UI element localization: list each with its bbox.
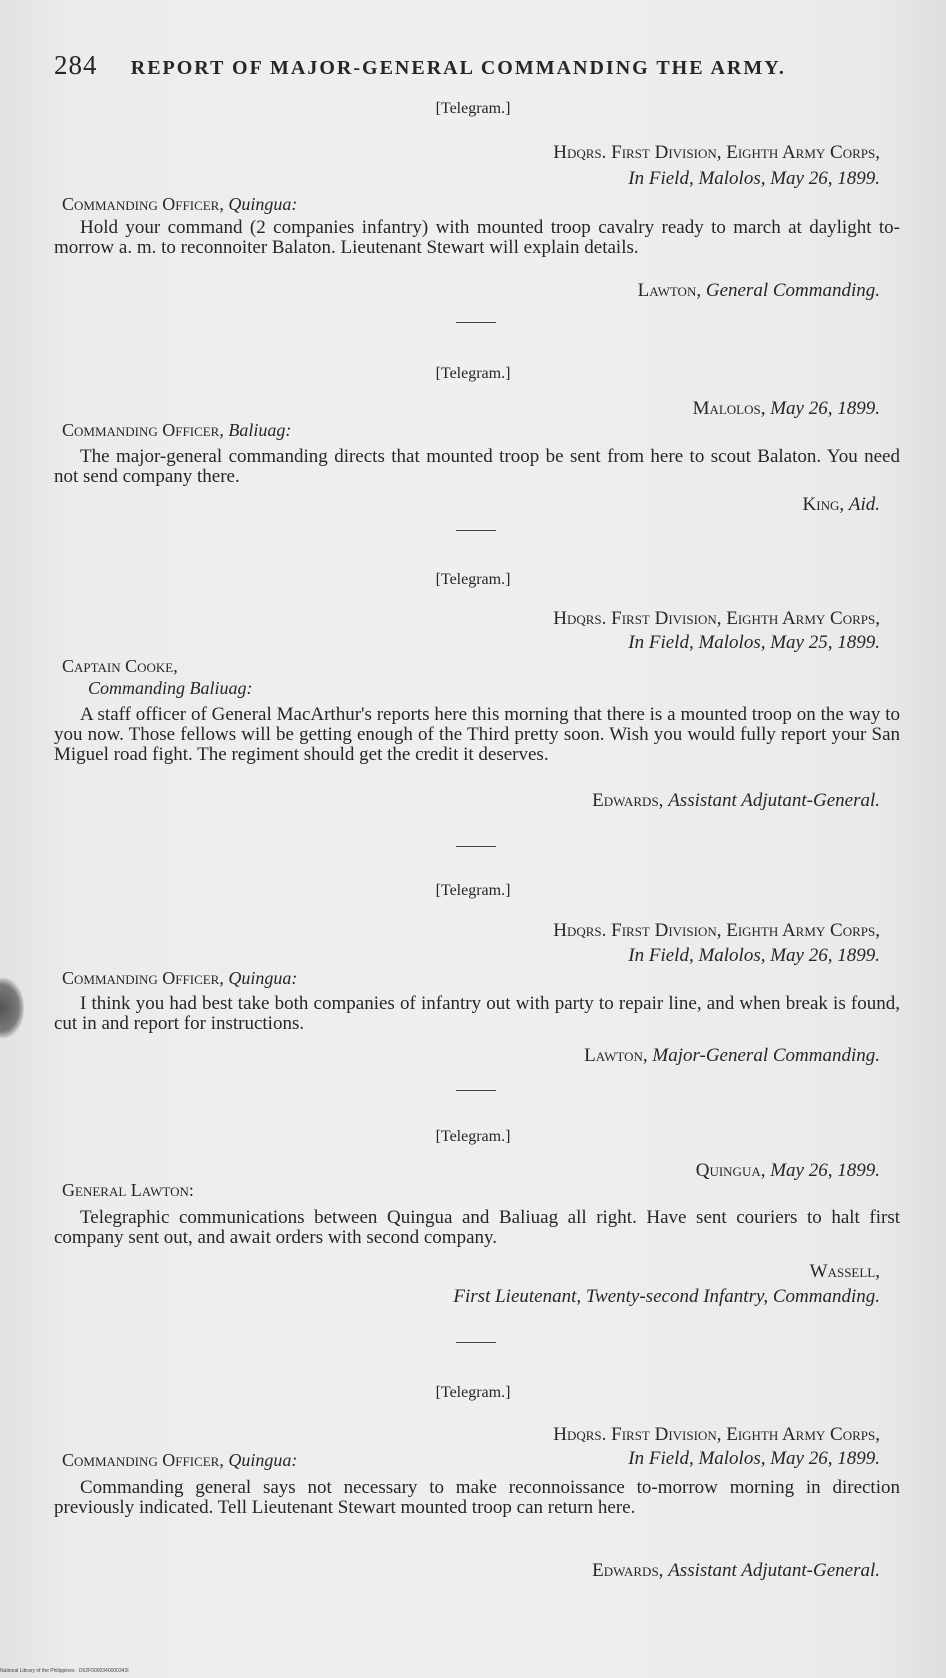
telegram-body: The major-general commanding directs that mounted troop be sent from here to scout Balaton. You need not send company there. <box>54 446 900 487</box>
signature-name: Lawton, <box>584 1045 653 1066</box>
telegram-from-line: Hdqrs. First Division, Eighth Army Corps, <box>553 920 880 941</box>
signature-title: Major-General Commanding. <box>652 1045 880 1066</box>
telegram-label: [Telegram.] <box>435 1384 511 1401</box>
signature-title: First Lieutenant, Twenty-second Infantry, Commanding. <box>453 1286 880 1307</box>
telegram-signature <box>584 1045 880 1067</box>
running-head <box>54 50 894 81</box>
from-place: Malolos, <box>692 398 771 419</box>
from-place: Quingua, <box>695 1160 771 1181</box>
telegram-body: Hold your command (2 companies infantry) with mounted troop cavalry ready to march at daylight to-morrow a. m. to reconnoiter Balaton. Lieutenant Stewart will explain details. <box>54 217 900 258</box>
recipient-place: Quingua: <box>228 1450 298 1470</box>
signature-title: Assistant Adjutant-General. <box>668 790 880 811</box>
signature-title: Assistant Adjutant-General. <box>668 1560 880 1581</box>
telegram-from-line <box>696 1160 880 1182</box>
telegram-signature <box>592 1560 880 1582</box>
recipient-place: Quingua: <box>228 968 298 988</box>
telegram-from-date: In Field, Malolos, May 26, 1899. <box>628 945 880 966</box>
signature-name: Edwards, <box>592 790 669 811</box>
separator-rule <box>456 1342 496 1343</box>
telegram-from-line: Hdqrs. First Division, Eighth Army Corps, <box>553 608 880 629</box>
telegram-label: [Telegram.] <box>435 1128 511 1145</box>
telegram-recipient <box>62 1180 194 1201</box>
telegram-recipient-command: Commanding Baliuag: <box>88 678 253 698</box>
from-date: May 26, 1899. <box>770 1160 880 1181</box>
signature-name: King, <box>802 494 849 515</box>
telegram-from-line: Hdqrs. First Division, Eighth Army Corps, <box>553 142 880 163</box>
recipient-name: Commanding Officer, <box>62 1450 229 1470</box>
page-title: REPORT OF MAJOR-GENERAL COMMANDING THE ARMY. <box>130 57 786 79</box>
recipient-place: Quingua: <box>228 194 298 214</box>
telegram-from-date: In Field, Malolos, May 25, 1899. <box>628 632 880 653</box>
telegram-label: [Telegram.] <box>435 571 511 588</box>
telegram-body: I think you had best take both companies of infantry out with party to repair line, and when break is found, cut in and report for instructions. <box>54 993 900 1034</box>
telegram-recipient <box>62 194 297 215</box>
recipient-name: Commanding Officer, <box>62 420 229 440</box>
telegram-signature <box>592 790 880 812</box>
telegram-recipient <box>62 420 291 441</box>
separator-rule <box>456 530 496 531</box>
telegram-recipient: Captain Cooke, <box>62 656 178 676</box>
telegram-body: Commanding general says not necessary to make reconnoissance to-morrow morning in direction previously indicated. Tell Lieutenant Stewart mounted troop can return here. <box>54 1477 900 1518</box>
telegram-signature <box>803 494 880 516</box>
telegram-label: [Telegram.] <box>435 100 511 117</box>
signature-name: Lawton, <box>637 280 706 301</box>
recipient-name: General Lawton: <box>62 1180 194 1200</box>
telegram-label: [Telegram.] <box>435 365 511 382</box>
signature-title: General Commanding. <box>705 280 880 301</box>
telegram-label: [Telegram.] <box>435 882 511 899</box>
telegram-body: A staff officer of General MacArthur's reports here this morning that there is a mounted troop on the way to you now. Those fellows will be getting enough of the Third pretty soon. Wish you would fully report your San Miguel road fight. The regiment should get the credit it deserves. <box>54 704 900 765</box>
telegram-from-date: In Field, Malolos, May 26, 1899. <box>628 1448 880 1469</box>
telegram-from-line <box>693 398 880 420</box>
scanner-thumb-shadow <box>0 978 24 1038</box>
telegram-from-line: Hdqrs. First Division, Eighth Army Corps, <box>553 1424 880 1445</box>
telegram-recipient <box>62 968 297 989</box>
page-number: 284 <box>54 50 98 80</box>
from-date: May 26, 1899. <box>770 398 880 419</box>
library-stamp: National Library of the Philippines · D02F0000340000343I <box>0 1668 129 1674</box>
separator-rule <box>456 322 496 323</box>
separator-rule <box>456 1090 496 1091</box>
signature-title: Aid. <box>848 494 880 515</box>
signature-name: Wassell, <box>809 1261 880 1282</box>
recipient-place: Baliuag: <box>228 420 292 440</box>
telegram-body: Telegraphic communications between Quingua and Baliuag all right. Have sent couriers to halt first company sent out, and await orders with second company. <box>54 1207 900 1248</box>
telegram-signature <box>638 280 880 302</box>
signature-name: Edwards, <box>592 1560 669 1581</box>
separator-rule <box>456 846 496 847</box>
recipient-name: Commanding Officer, <box>62 968 229 988</box>
telegram-from-date: In Field, Malolos, May 26, 1899. <box>628 168 880 189</box>
recipient-name: Commanding Officer, <box>62 194 229 214</box>
telegram-recipient <box>62 1450 297 1471</box>
